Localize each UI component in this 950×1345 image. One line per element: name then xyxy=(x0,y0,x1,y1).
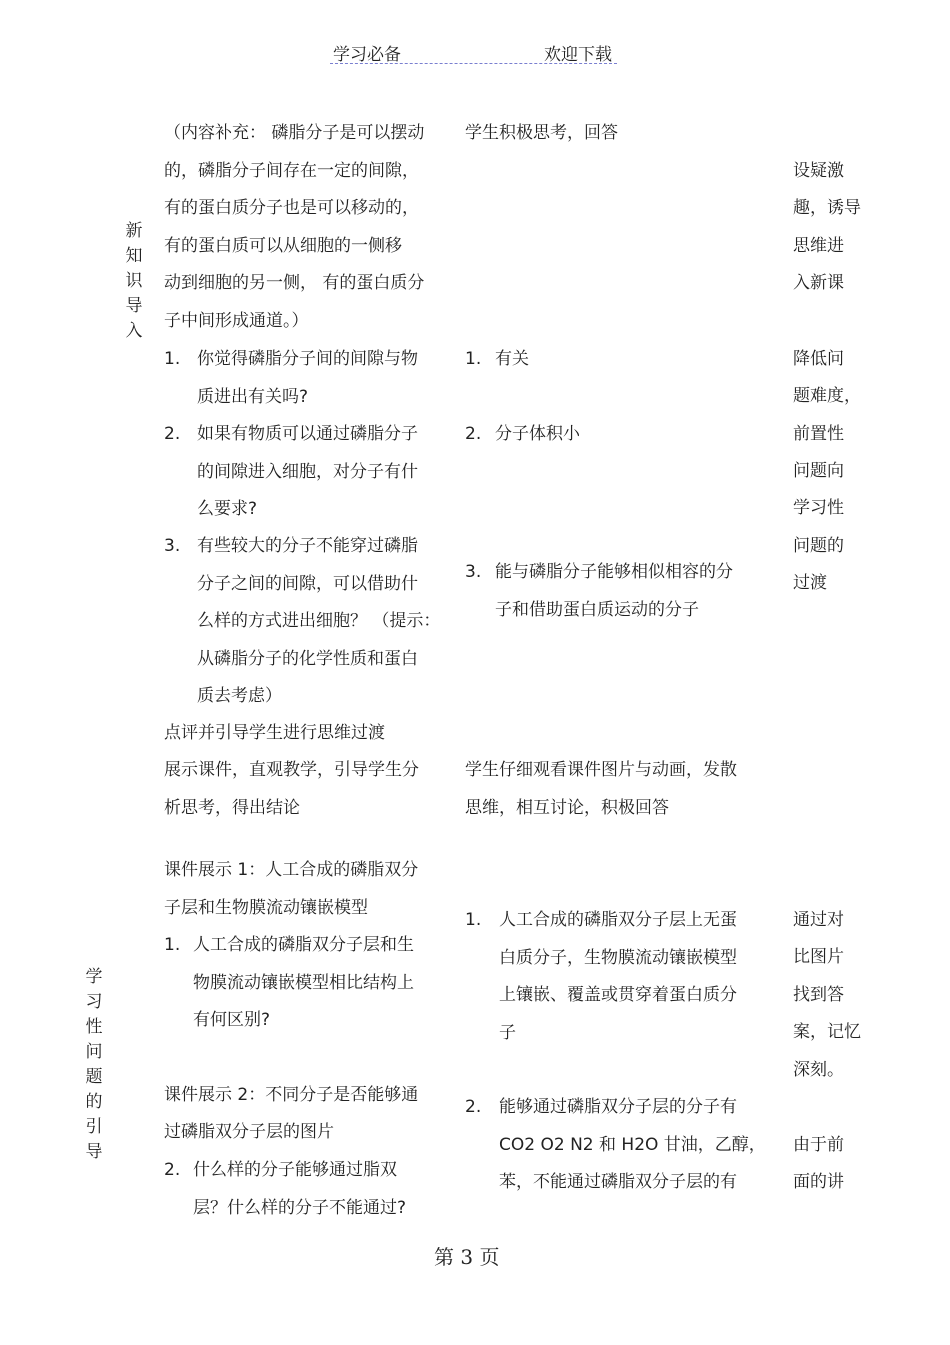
question-number: 1. xyxy=(164,935,181,955)
intent-line: 前置性 xyxy=(793,424,844,444)
question-line: 么样的方式进出细胞？ （提示： xyxy=(197,611,441,631)
question-line: 什么样的分子能够通过脂双 xyxy=(193,1160,397,1180)
header-dashed-rule xyxy=(330,63,617,64)
answer-number: 3. xyxy=(465,562,482,582)
answer-line: 有关 xyxy=(495,349,529,369)
question-line: 从磷脂分子的化学性质和蛋白 xyxy=(197,648,418,669)
intent-line: 设疑激 xyxy=(793,161,844,181)
header-left: 学习必备 xyxy=(333,45,401,65)
transition-teacher-line: 展示课件，直观教学，引导学生分 xyxy=(164,760,419,780)
section-label-intro: 新知识导入 xyxy=(125,221,143,341)
intent-line: 过渡 xyxy=(793,573,827,593)
answer-line: 能够通过磷脂双分子层的分子有 xyxy=(499,1097,737,1117)
question-number: 3. xyxy=(164,536,181,556)
intro-teacher-line: 的，磷脂分子间存在一定的间隙， xyxy=(164,161,419,181)
question-number: 2. xyxy=(164,1160,181,1180)
courseware-show-2-line: 课件展示 2：不同分子是否能够通 xyxy=(164,1085,419,1105)
intent-line: 找到答 xyxy=(793,985,844,1005)
answer-number: 1. xyxy=(465,910,482,930)
courseware-show-1-line: 子层和生物膜流动镶嵌模型 xyxy=(164,898,368,918)
answer-line: 人工合成的磷脂双分子层上无蛋 xyxy=(499,910,737,930)
intent-line: 深刻。 xyxy=(793,1060,844,1080)
answer-line: 分子体积小 xyxy=(495,424,580,444)
intro-teacher-line: 有的蛋白质可以从细胞的一侧移 xyxy=(164,236,402,256)
question-line: 有何区别? xyxy=(193,1010,271,1030)
intent-line: 案，记忆 xyxy=(793,1022,861,1042)
intent-line: 问题向 xyxy=(793,461,844,481)
answer-line: 白质分子，生物膜流动镶嵌模型 xyxy=(499,947,737,968)
intent-line: 问题的 xyxy=(793,536,844,556)
intent-line: 由于前 xyxy=(793,1135,844,1155)
intent-line: 通过对 xyxy=(793,910,844,930)
courseware-show-2-line: 过磷脂双分子层的图片 xyxy=(164,1122,334,1142)
intro-teacher-line: 有的蛋白质分子也是可以移动的， xyxy=(164,198,419,218)
question-line: 人工合成的磷脂双分子层和生 xyxy=(193,935,414,955)
question-line: 如果有物质可以通过磷脂分子 xyxy=(197,424,418,444)
transition-teacher-line: 析思考，得出结论 xyxy=(164,798,300,818)
intent-line: 比图片 xyxy=(793,947,844,967)
question-line: 有些较大的分子不能穿过磷脂 xyxy=(197,536,418,556)
intent-line: 入新课 xyxy=(793,273,844,293)
question-line: 层？什么样的分子不能通过? xyxy=(193,1197,407,1218)
intent-line: 面的讲 xyxy=(793,1172,844,1192)
question-line: 你觉得磷脂分子间的间隙与物 xyxy=(197,349,418,369)
answer-line: 子和借助蛋白质运动的分子 xyxy=(495,599,699,620)
intent-line: 趣，诱导 xyxy=(793,198,861,218)
question-line: 质进出有关吗? xyxy=(197,386,309,407)
answer-number: 2. xyxy=(465,1097,482,1117)
question-line: 质去考虑） xyxy=(197,686,282,706)
question-line: 么要求? xyxy=(197,499,258,519)
question-line: 物膜流动镶嵌模型相比结构上 xyxy=(193,972,414,993)
intro-teacher-line: 子中间形成通道。） xyxy=(164,311,309,331)
answer-number: 1. xyxy=(465,349,482,369)
question-number: 2. xyxy=(164,424,181,444)
intent-line: 思维进 xyxy=(793,236,844,256)
header-right: 欢迎下载 xyxy=(544,45,612,65)
answer-line: 子 xyxy=(499,1022,516,1043)
intent-line: 题难度， xyxy=(793,386,861,406)
page-number: 第 3 页 xyxy=(434,1245,500,1269)
question-line: 的间隙进入细胞，对分子有什 xyxy=(197,461,418,482)
section-label-guide: 学习性问题的引导 xyxy=(85,967,103,1162)
intro-teacher-line: 动到细胞的另一侧， 有的蛋白质分 xyxy=(164,273,425,293)
answer-line: 上镶嵌、覆盖或贯穿着蛋白质分 xyxy=(499,985,737,1005)
intro-student-activity: 学生积极思考，回答 xyxy=(465,123,618,143)
answer-number: 2. xyxy=(465,424,482,444)
courseware-show-1-line: 课件展示 1：人工合成的磷脂双分 xyxy=(164,860,419,880)
question-line: 分子之间的间隙，可以借助什 xyxy=(197,573,418,594)
intro-teacher-line: （内容补充： 磷脂分子是可以摆动 xyxy=(164,123,425,143)
intent-line: 降低问 xyxy=(793,349,844,369)
question-number: 1. xyxy=(164,349,181,369)
answer-line: CO2 O2 N2 和 H2O 甘油，乙醇， xyxy=(499,1134,766,1155)
transition-comment: 点评并引导学生进行思维过渡 xyxy=(164,723,385,743)
answer-line: 能与磷脂分子能够相似相容的分 xyxy=(495,562,733,582)
transition-student-line: 学生仔细观看课件图片与动画，发散 xyxy=(465,760,737,780)
answer-line: 苯，不能通过磷脂双分子层的有 xyxy=(499,1172,737,1192)
transition-student-line: 思维，相互讨论，积极回答 xyxy=(465,798,669,818)
intent-line: 学习性 xyxy=(793,498,844,518)
